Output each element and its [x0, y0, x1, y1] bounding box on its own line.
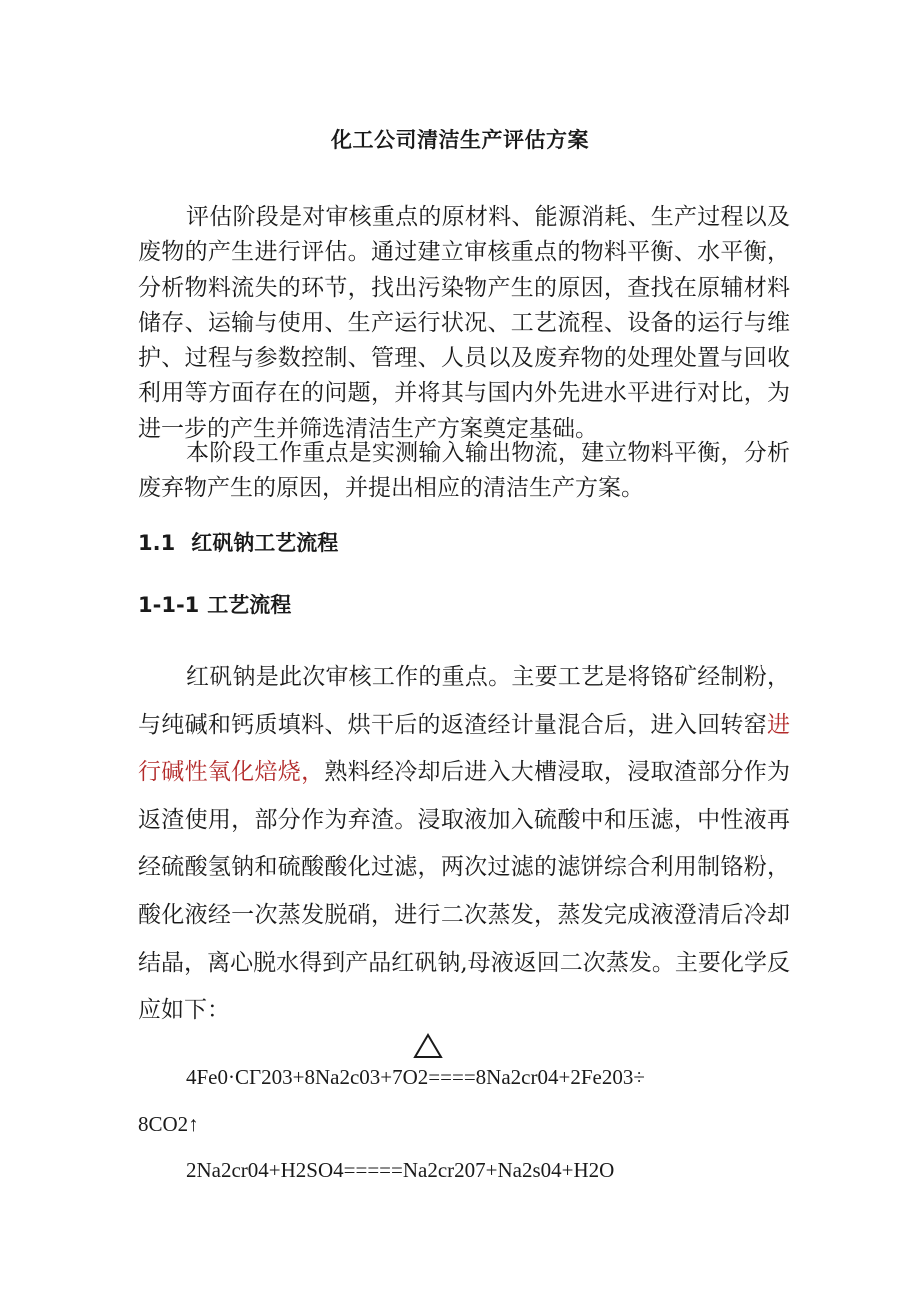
section-heading-1-1-1: [138, 590, 291, 620]
equation-1-line-1: 4Fe0·CΓ203+8Na2c03+7O2====8Na2cr04+2Fe203÷: [186, 1065, 645, 1089]
section-number: 1-1-1: [138, 593, 200, 617]
section-title: 红矾钠工艺流程: [191, 531, 339, 555]
intro-paragraph-2: 本阶段工作重点是实测输入输出物流，建立物料平衡，分析废弃物产生的原因，并提出相应的清洁生产方案。: [138, 440, 790, 502]
process-text-before: 红矾钠是此次审核工作的重点。主要工艺是将铬矿经制粉，与纯碱和钙质填料、烘干后的返渣经计量混合后，进入回转窑: [138, 664, 790, 738]
section-heading-1-1: [138, 528, 338, 558]
section-title: 工艺流程: [207, 593, 292, 617]
process-text-after: 熟料经冷却后进入大槽浸取，浸取渣部分作为返渣使用，部分作为弃渣。浸取液加入硫酸中和压滤，中性液再经硫酸氢钠和硫酸酸化过滤，两次过滤的滤饼综合利用制铬粉，酸化液经一次蒸发脱硝，进行二次蒸发，蒸发完成液澄清后冷却结晶，离心脱水得到产品红矾钠,母液返回二次蒸发。主要化学反应如下：: [138, 759, 791, 1024]
heating-triangle-icon: [413, 1033, 443, 1059]
section-number: 1.1: [138, 531, 176, 555]
document-title: 化工公司清洁生产评估方案: [331, 128, 589, 152]
process-paragraph: [138, 654, 790, 1035]
equation-1-line-2: 8CO2↑: [138, 1112, 199, 1136]
equation-2: 2Na2cr04+H2SO4=====Na2cr207+Na2s04+H2O: [186, 1158, 615, 1182]
intro-paragraph-1: 评估阶段是对审核重点的原材料、能源消耗、生产过程以及废物的产生进行评估。通过建立审核重点的物料平衡、水平衡，分析物料流失的环节，找出污染物产生的原因，查找在原辅材料储存、运输与使用、生产运行状况、工艺流程、设备的运行与维护、过程与参数控制、管理、人员以及废弃物的处理处置与回收利用等方面存在的问题，并将其与国内外先进水平进行对比，为进一步的产生并筛选清洁生产方案奠定基础。: [138, 204, 790, 442]
process-text-highlight: 进行碱性氧化焙烧，: [138, 711, 790, 786]
